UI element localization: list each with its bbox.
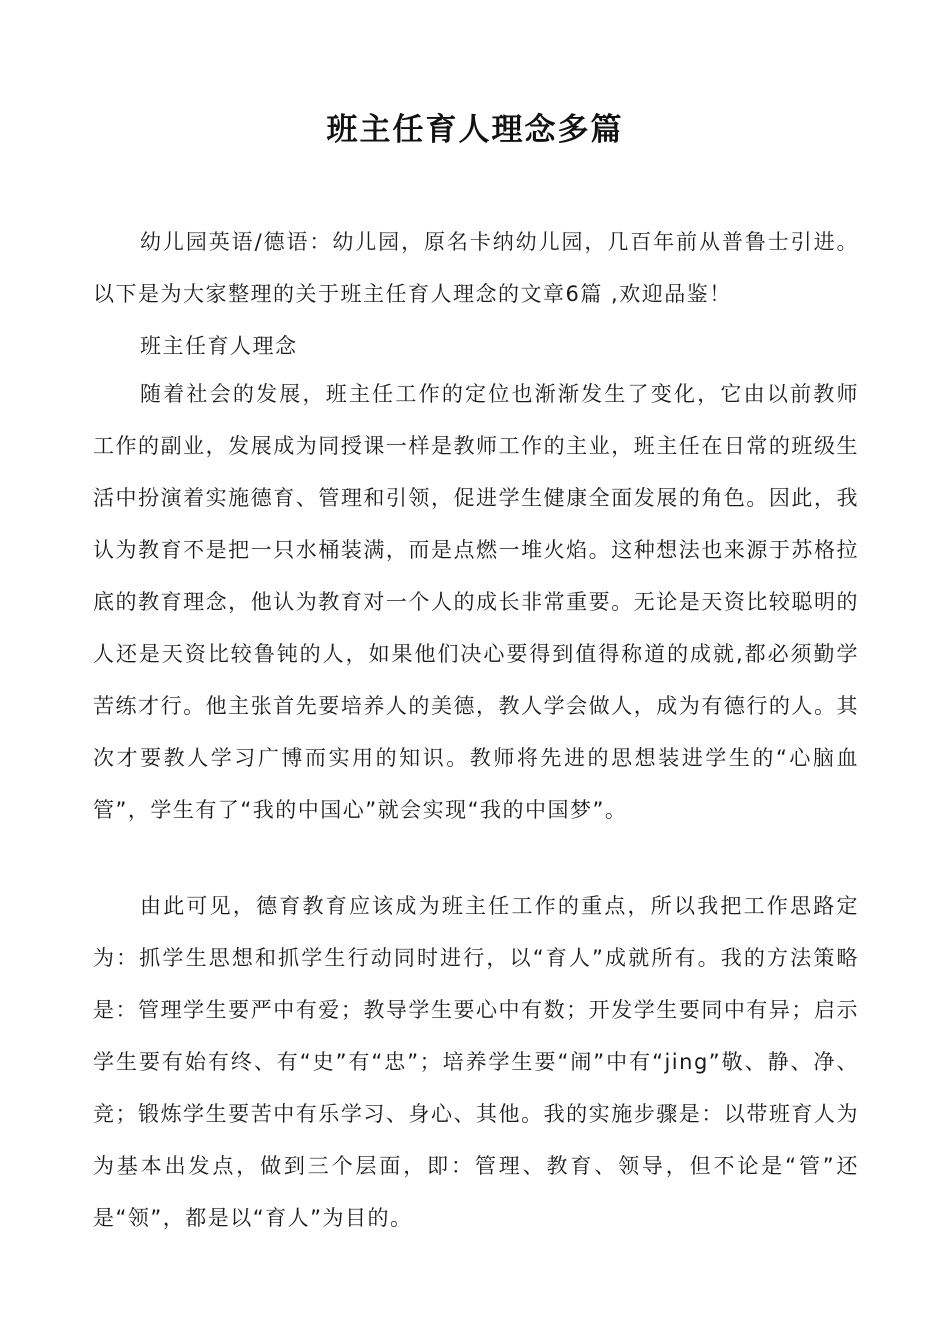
body-paragraph-1: 随着社会的发展，班主任工作的定位也渐渐发生了变化，它由以前教师工作的副业，发展成为同授课一样是教师工作的主业，班主任在日常的班级生活中扮演着实施德育、管理和引领，促进学生健康全面发展的角色。因此，我认为教育不是把一只水桶装满，而是点燃一堆火焰。这种想法也来源于苏格拉底的教育理念，他认为教育对一个人的成长非常重要。无论是天资比较聪明的人还是天资比较鲁钝的人，如果他们决心要得到值得称道的成就,都必须勤学苦练才行。他主张首先要培养人的美德，教人学会做人，成为有德行的人。其次才要教人学习广博而实用的知识。教师将先进的思想装进学生的“心脑血管”，学生有了“我的中国心”就会实现“我的中国梦”。 xyxy=(93,382,859,822)
body-paragraph-2: 由此可见，德育教育应该成为班主任工作的重点，所以我把工作思路定为：抓学生思想和抓学生行动同时进行，以“育人”成就所有。我的方法策略是：管理学生要严中有爱；教导学生要心中有数；开发学生要同中有异；启示学生要有始有终、有“史”有“忠”；培养学生要“闹”中有“jing”敬、静、净、竞；锻炼学生要苦中有乐学习、身心、其他。我的实施步骤是：以带班育人为为基本出发点，做到三个层面，即：管理、教育、领导，但不论是“管”还是“领”，都是以“育人”为目的。 xyxy=(93,894,859,1230)
section-subtitle: 班主任育人理念 xyxy=(140,334,298,358)
intro-paragraph: 幼儿园英语/德语：幼儿园，原名卡纳幼儿园，几百年前从普鲁士引进。 以下是为大家整理的关于班主任育人理念的文章6篇 ,欢迎品鉴！ xyxy=(93,230,859,306)
document-title: 班主任育人理念多篇 xyxy=(326,112,624,148)
